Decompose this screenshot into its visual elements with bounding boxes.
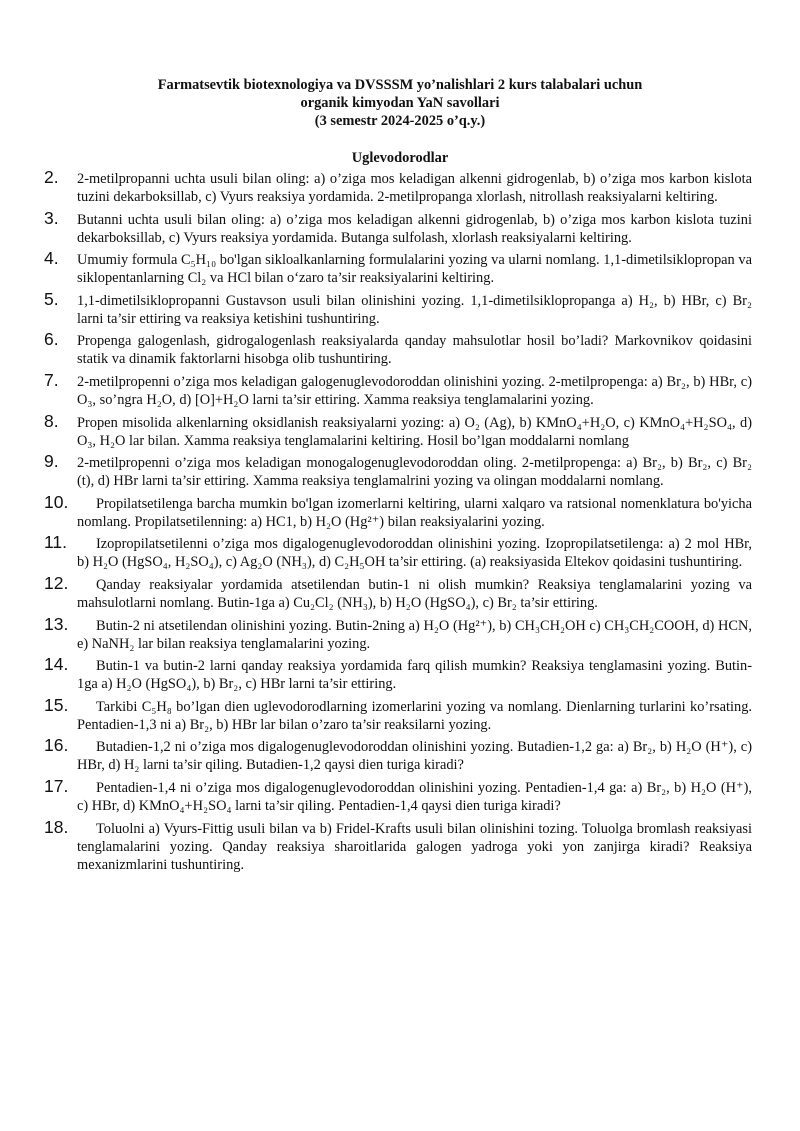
question-item	[44, 451, 752, 490]
question-item	[44, 572, 752, 612]
question-text: Butin-1 va butin-2 larni qanday reaksiya yordamida farq qilish mumkin? Reaksiya tenglamasini yozing. Butin-1ga a) H₂O (HgSO₄), b) Br₂, c) HBr larni ta’sir ettiring.	[77, 658, 752, 693]
question-number: 3.	[44, 207, 59, 228]
question-number: 12.	[44, 572, 69, 593]
question-number: 8.	[44, 410, 59, 431]
question-number: 14.	[44, 654, 69, 675]
question-text: Tarkibi C₅H₈ bo’lgan dien uglevodorodlarning izomerlarini yozing va nomlang. Dienlarning turlarini ko’rsating. Pentadien-1,3 ni a) Br₂, b) HBr lar bilan o’zaro ta’sir reaksilarni yozing.	[77, 698, 752, 733]
question-number: 6.	[44, 329, 59, 350]
question-text: 1,1-dimetilsiklopropanni Gustavson usuli bilan olinishini yozing. 1,1-dimetilsiklopropanga a) H₂, b) HBr, c) Br₂ larni ta’sir ettiring va reaksiya ketishini tushuntiring.	[77, 292, 752, 327]
question-text: Qanday reaksiyalar yordamida atsetilendan butin-1 ni olish mumkin? Reaksiya tenglamalarini yozing va mahsulotlarni nomlang. Butin-1ga a) Cu₂Cl₂ (NH₃), b) H₂O (HgSO₄), c) Br₂ ta’sir ettiring.	[77, 576, 752, 611]
question-item	[44, 775, 752, 815]
question-item	[44, 248, 752, 287]
question-item	[44, 369, 752, 409]
question-number: 2.	[44, 167, 59, 187]
question-number: 10.	[44, 491, 69, 512]
header-line-2: organik kimyodan YaN savollari	[300, 95, 500, 111]
question-item	[44, 816, 752, 874]
question-text: Toluolni a) Vyurs-Fittig usuli bilan va b) Fridel-Krafts usuli bilan olinishini tozing. Toluolga bromlash reaksiyasi tenglamalarini yozing. Qanday reaksiya sharoitlarida galogen yadroga yoki yon zanjirga kiradi? Reaksiya mexanizmlarini tushuntiring.	[77, 820, 752, 873]
question-text: 2-metilpropenni o’ziga mos keladigan galogenuglevodoroddan olinishini yozing. 2-metilpropenga: a) Br₂, b) HBr, c) O₃, so’ngra H₂O, d) [O]+H₂O larni ta’sir ettiring. Xamma reaksiya tenglamalarini yozing.	[77, 373, 752, 408]
question-number: 5.	[44, 288, 59, 309]
question-item	[44, 654, 752, 693]
section-title: Uglevodorodlar	[351, 150, 449, 166]
question-number: 18.	[44, 816, 69, 837]
question-number: 16.	[44, 735, 69, 756]
question-item	[44, 207, 752, 247]
question-item	[44, 613, 752, 653]
question-text: Izopropilatsetilenni o’ziga mos digalogenuglevodoroddan olinishini yozing. Izopropilatsetilenga: a) 2 mol HBr, b) H₂O (HgSO₄, H₂SO₄), c) Ag₂O (NH₃), d) C₂H₅OH ta’sir ettiring. (a) reaksiyasida Eltekov qoidasini tushuntiring.	[77, 536, 752, 571]
question-item	[44, 735, 752, 774]
question-number: 13.	[44, 613, 69, 634]
question-number: 7.	[44, 369, 59, 390]
question-text: Pentadien-1,4 ni o’ziga mos digalogenuglevodoroddan olinishini yozing. Pentadien-1,4 ga: a) Br₂, b) H₂O (H⁺), c) HBr, d) KMnO₄+H₂SO₄ larni ta’sir qiling. Pentadien-1,4 qaysi dien turiga kiradi?	[77, 779, 752, 814]
header-line-3: (3 semestr 2024-2025 o’q.y.)	[314, 113, 486, 129]
question-item	[44, 288, 752, 328]
document-header	[0, 76, 800, 130]
header-line-1: Farmatsevtik biotexnologiya va DVSSSM yo’nalishlari 2 kurs talabalari uchun	[157, 77, 643, 93]
question-item	[44, 532, 752, 571]
question-item	[44, 410, 752, 450]
question-number: 4.	[44, 248, 59, 269]
question-item	[44, 694, 752, 734]
question-text: Butin-2 ni atsetilendan olinishini yozing. Butin-2ning a) H₂O (Hg²⁺), b) CH₃CH₂OH c) CH₃CH₂COOH, d) HCN, e) NaNH₂ lar bilan reaksiya tenglamalarini yozing.	[77, 617, 752, 652]
question-text: Butadien-1,2 ni o’ziga mos digalogenuglevodoroddan olinishini yozing. Butadien-1,2 ga: a) Br₂, b) H₂O (H⁺), c) HBr, d) H₂ larni ta’sir qiling. Butadien-1,2 qaysi dien turiga kiradi?	[77, 739, 752, 774]
question-number: 11.	[44, 532, 68, 553]
question-text: Propenga galogenlash, gidrogalogenlash reaksiyalarda qanday mahsulotlar hosil bo’ladi? Markovnikov qoidasini statik va dinamik faktorlarni hisobga olib tushuntiring.	[77, 333, 752, 368]
question-text: Butanni uchta usuli bilan oling: a) o’ziga mos keladigan alkenni gidrogenlab, b) o’ziga mos karbon kislota tuzini dekarboksillab, c) Vyurs reaksiya yordamida. Butanga sulfolash, xlorlash reaksiyalarni keltiring.	[77, 211, 752, 246]
question-text: 2-metilpropenni o’ziga mos keladigan monogalogenuglevodoroddan oling. 2-metilpropenga: a) Br₂, b) Br₂, c) Br₂ (t), d) HBr larni ta’sir ettiring. Xamma reaksiya tenglamalrini yozing va olingan moddalarni nomlang.	[77, 455, 752, 490]
question-text: Propen misolida alkenlarning oksidlanish reaksiyalarni yozing: a) O₂ (Ag), b) KMnO₄+H₂O, c) KMnO₄+H₂SO₄, d) O₃, H₂O lar bilan. Xamma reaksiya tenglamalarini keltiring. Hosil bo’lgan moddalarni nomlang	[77, 414, 752, 449]
question-item	[44, 491, 752, 531]
question-text: Umumiy formula C₅H₁₀ bo'lgan sikloalkanlarning formulalarini yozing va ularni nomlang. 1,1-dimetilsiklopropan va siklopentanlarning Cl₂ va HCl bilan o‘zaro ta’sir reaksiyalarini keltiring.	[77, 252, 752, 287]
question-list	[44, 167, 752, 878]
question-number: 9.	[44, 451, 59, 472]
question-item	[44, 329, 752, 368]
question-text: 2-metilpropanni uchta usuli bilan oling: a) o’ziga mos keladigan alkenni gidrogenlab, b) o’ziga mos karbon kislota tuzini dekarboksillab, c) Vyurs reaksiya yordamida. 2-metilpropanga xlorlash, nitrollash reaksiyalarni keltiring.	[77, 171, 752, 205]
question-number: 15.	[44, 694, 69, 715]
question-text: Propilatsetilenga barcha mumkin bo'lgan izomerlarni keltiring, ularni xalqaro va ratsional nomenklatura bo'yicha nomlang. Propilatsetilenning: a) HC1, b) H₂O (Hg²⁺) bilan reaksiyalarini yozing.	[77, 495, 752, 530]
question-number: 17.	[44, 775, 69, 796]
question-item	[44, 167, 752, 206]
